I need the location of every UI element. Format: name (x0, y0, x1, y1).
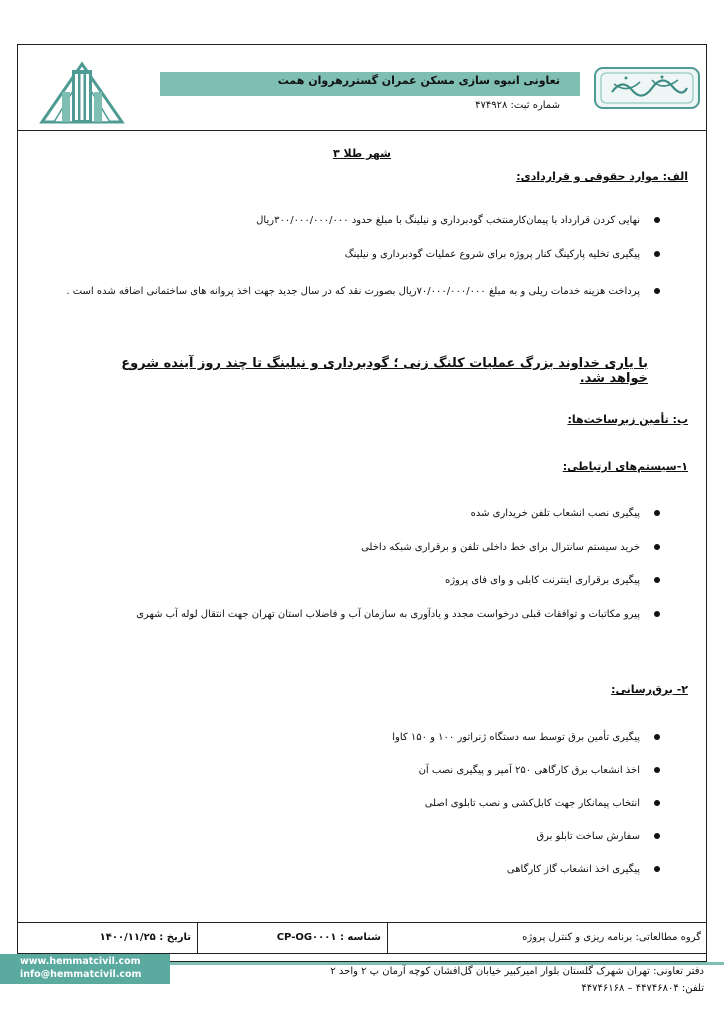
header-title-block (160, 56, 580, 126)
list-item-text: پرداخت هزینه خدمات ریلی و به مبلغ ۷۰/۰۰۰/۰۰۰/۰۰۰ریال بصورت نقد که در سال جدید جهت اخذ پروانه های ساختمانی اضافه شده است . (66, 286, 640, 297)
header-divider (17, 130, 707, 131)
project-title: شهر طلا ۳ (332, 147, 391, 160)
bullet-icon (654, 800, 660, 806)
footer-row (17, 922, 707, 954)
contact-band (0, 954, 170, 984)
tower-logo (32, 60, 132, 124)
announcement: با یاری خداوند بزرگ عملیات کلنگ زنی ؛ گودبرداری و نیلینگ تا چند روز آینده شروع خواهد شد. (121, 356, 648, 386)
list-item-text: پیگیری برقراری اینترنت کابلی و وای فای پروژه (444, 575, 640, 586)
list-item-text: اخذ انشعاب برق کارگاهی ۲۵۰ آمپر و پیگیری نصب آن (418, 765, 640, 776)
website-link[interactable]: www.hemmatcivil.com (20, 956, 141, 967)
footer-divider (197, 923, 198, 953)
list-item (60, 721, 640, 754)
list-item (60, 497, 640, 530)
registration-number: شماره ثبت: ۴۷۴۹۲۸ (475, 100, 560, 111)
bullet-icon (654, 251, 660, 257)
footer-doc-id: شناسه : CP-OG۰۰۰۱ (276, 932, 381, 943)
email-link[interactable]: info@hemmatcivil.com (20, 969, 142, 980)
list-item-text: انتخاب پیمانکار جهت کابل‌کشی و نصب تابلوی اصلی (424, 798, 640, 809)
list-item (60, 531, 640, 564)
bullet-icon (654, 833, 660, 839)
section-a-title: الف: موارد حقوقی و قراردادی: (516, 170, 688, 183)
bullet-icon (654, 577, 660, 583)
calligraphy-logo (592, 58, 702, 118)
list-item-text: پیگیری اخذ انشعاب گاز کارگاهی (506, 864, 640, 875)
list-item (60, 598, 640, 631)
list-item (60, 754, 640, 787)
list-item-text: پیرو مکاتبات و توافقات قبلی درخواست مجدد و یادآوری به سازمان آب و فاضلاب استان تهران جهت انتقال لوله آب شهری (136, 609, 640, 620)
footer-group: گروه مطالعاتی: برنامه ریزی و کنترل پروژه (522, 932, 701, 943)
list-item (60, 204, 640, 237)
footer-accent-line (170, 962, 724, 965)
list-item-text: پیگیری تخلیه پارکینگ کنار پروژه برای شروع عملیات گودبرداری و نیلینگ (344, 249, 640, 260)
list-item (60, 853, 640, 886)
bullet-icon (654, 544, 660, 550)
office-address: دفتر تعاونی: تهران شهرک گلستان بلوار امیرکبیر خیابان گل‌افشان کوچه آرمان پ ۲ واحد ۲ (330, 966, 704, 977)
list-item-text: پیگیری نصب انشعاب تلفن خریداری شده (470, 508, 640, 519)
list-item-text: نهایی کردن قرارداد با پیمان‌کارمنتخب گودبرداری و نیلینگ با مبلغ حدود ۳۰۰/۰۰۰/۰۰۰/۰۰۰ریال (256, 215, 640, 226)
footer-divider (387, 923, 388, 953)
bullet-icon (654, 611, 660, 617)
bullet-icon (654, 767, 660, 773)
subsection-electricity-title: ۲- برق‌رسانی: (611, 683, 688, 696)
subsection-communications-title: ۱-سیستم‌های ارتباطی: (562, 460, 688, 473)
list-item (60, 275, 640, 308)
bullet-icon (654, 510, 660, 516)
list-item-text: سفارش ساخت تابلو برق (536, 831, 640, 842)
bullet-icon (654, 288, 660, 294)
list-item (60, 564, 640, 597)
bullet-icon (654, 734, 660, 740)
office-phone: تلفن: ۴۴۷۴۶۸۰۴ – ۴۴۷۴۶۱۶۸ (581, 983, 704, 994)
list-item-text: خرید سیستم سانترال برای خط داخلی تلفن و برقراری شبکه داخلی (361, 542, 640, 553)
bullet-icon (654, 217, 660, 223)
list-item (60, 787, 640, 820)
section-b-title: ب: تأمین زیرساخت‌ها: (567, 413, 688, 426)
list-item (60, 820, 640, 853)
footer-date: تاریخ : ۱۴۰۰/۱۱/۲۵ (99, 932, 191, 943)
org-name: تعاونی انبوه سازی مسکن عمران گستررهروان همت (277, 74, 560, 87)
list-item-text: پیگیری تأمین برق توسط سه دستگاه ژنراتور ۱۰۰ و ۱۵۰ کاوا (392, 732, 640, 743)
bullet-icon (654, 866, 660, 872)
list-item (60, 238, 640, 271)
